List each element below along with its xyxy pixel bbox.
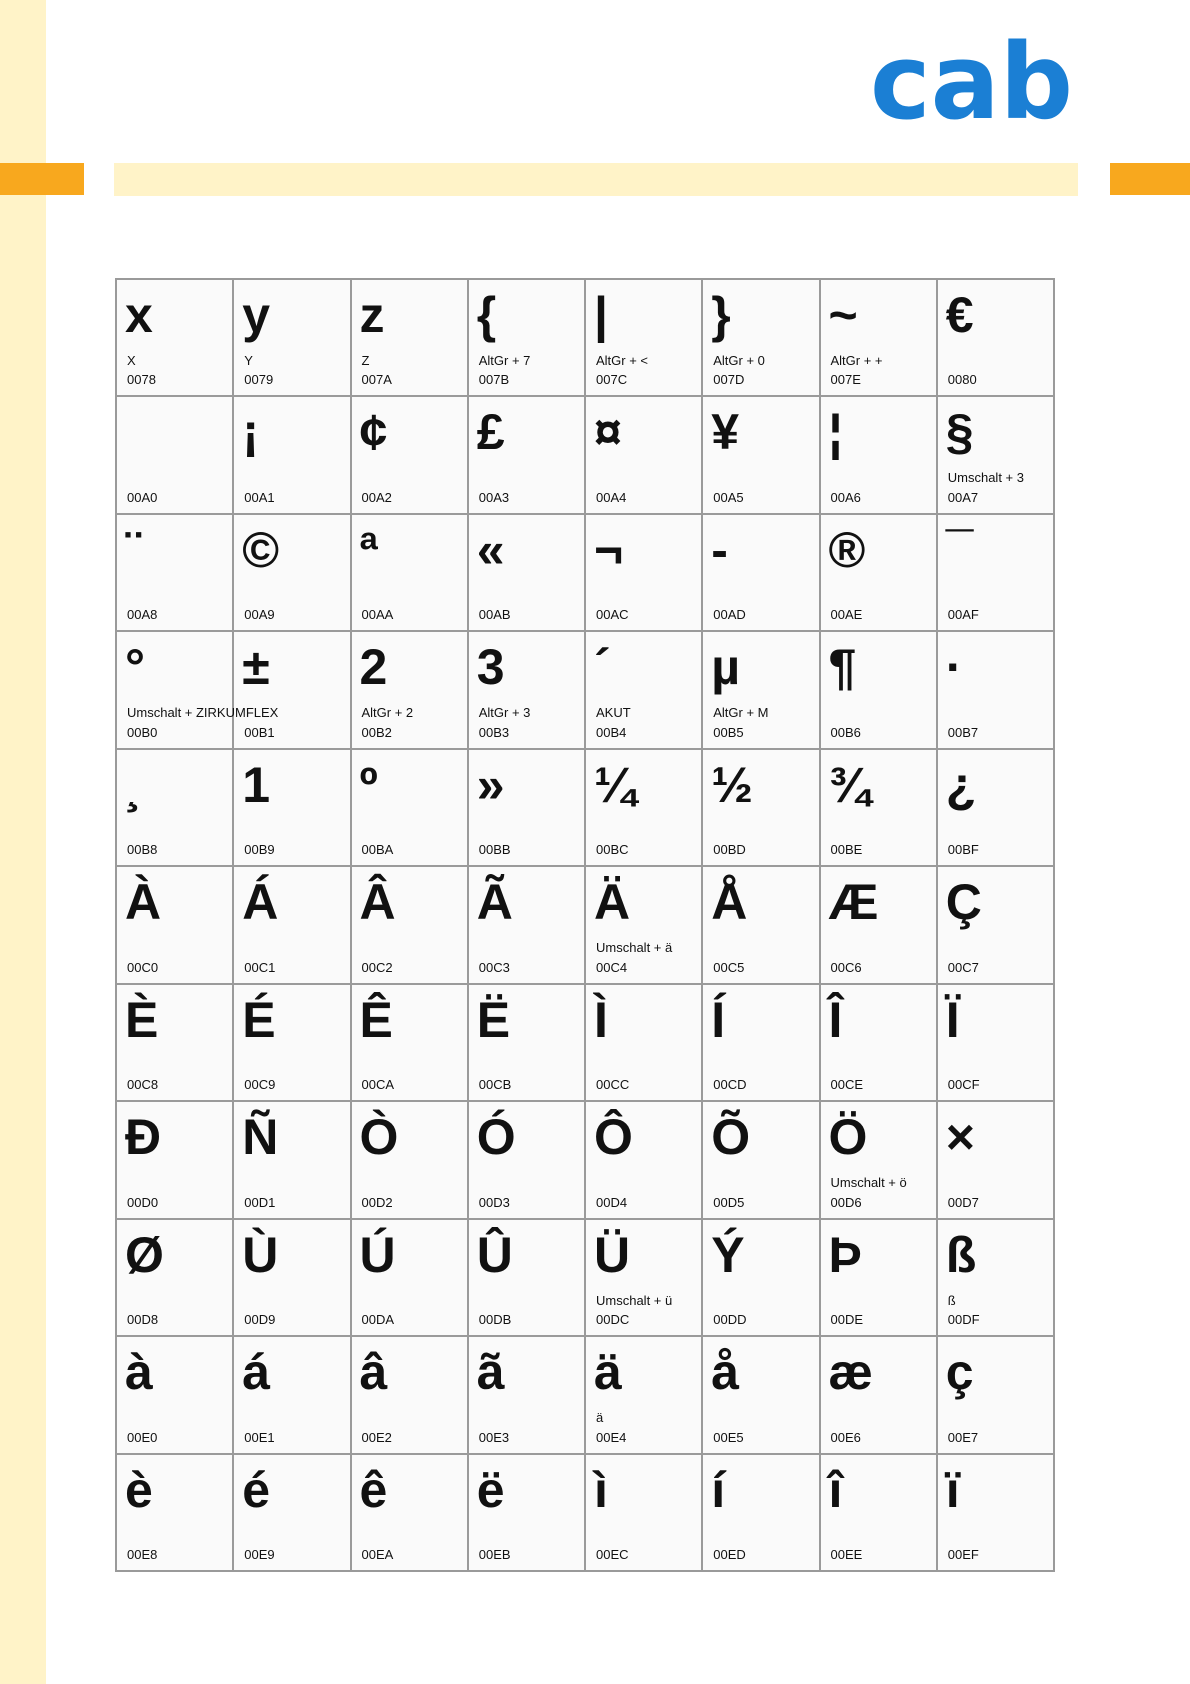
char-glyph: É: [242, 991, 276, 1048]
char-cell: [703, 1455, 820, 1572]
char-cell: [703, 750, 820, 867]
char-glyph: ï: [945, 1461, 960, 1518]
char-cell: [703, 1337, 820, 1454]
char-glyph: Þ: [828, 1226, 862, 1283]
char-cell: [703, 867, 820, 984]
char-cell: [586, 1455, 703, 1572]
char-cell: [352, 1220, 469, 1337]
left-decor-strip: [0, 0, 46, 1684]
header-bar: [114, 163, 1078, 196]
key-combination: AltGr + +: [830, 353, 883, 368]
char-glyph: ª: [359, 521, 379, 578]
unicode-code: 00E1: [244, 1429, 275, 1445]
char-cell: [352, 397, 469, 514]
unicode-code: 00EA: [361, 1546, 394, 1562]
char-glyph: ä: [594, 1344, 622, 1401]
char-cell: [821, 515, 938, 632]
key-combination: AltGr + M: [713, 705, 769, 721]
char-cell: [352, 1337, 469, 1454]
unicode-code: 00D9: [244, 1312, 276, 1328]
char-cell: [234, 632, 351, 749]
char-cell: [586, 750, 703, 867]
char-cell: [469, 1337, 586, 1454]
char-cell: [586, 280, 703, 397]
unicode-code: 00C7: [947, 959, 979, 975]
char-cell: [586, 1337, 703, 1454]
char-cell: [703, 1102, 820, 1219]
char-cell: [469, 750, 586, 867]
char-glyph: Ì: [594, 991, 608, 1048]
char-glyph: ~: [828, 287, 858, 343]
char-cell: [586, 515, 703, 632]
char-glyph: ¾: [828, 756, 871, 813]
unicode-code: 00DD: [713, 1312, 747, 1328]
char-cell: [469, 280, 586, 397]
unicode-code: 00AF: [947, 607, 979, 623]
unicode-code: 00B0: [127, 724, 158, 740]
char-glyph: Ø: [125, 1226, 164, 1283]
char-cell: [234, 280, 351, 397]
unicode-code: 00E0: [127, 1429, 158, 1445]
unicode-code: 00B5: [713, 724, 744, 740]
char-glyph: Ã: [476, 874, 513, 931]
unicode-code: 00DC: [596, 1312, 630, 1328]
char-glyph: Ú: [359, 1226, 396, 1283]
char-glyph: -: [711, 521, 728, 578]
char-glyph: º: [359, 756, 378, 813]
key-combination: ä: [596, 1410, 604, 1426]
unicode-code: 007C: [596, 372, 628, 388]
char-cell: [234, 750, 351, 867]
unicode-code: 00D7: [947, 1194, 979, 1210]
char-glyph: Æ: [828, 874, 879, 931]
char-glyph: ¡: [242, 404, 259, 461]
char-cell: [821, 750, 938, 867]
unicode-code: 00E4: [596, 1429, 627, 1445]
unicode-code: 00C5: [713, 959, 745, 975]
char-cell: [234, 1337, 351, 1454]
char-glyph: Ò: [359, 1109, 399, 1166]
unicode-code: 00A0: [127, 489, 158, 505]
char-cell: [821, 985, 938, 1102]
char-cell: [938, 1455, 1055, 1572]
unicode-code: 00E8: [127, 1546, 158, 1562]
unicode-code: 00B8: [127, 842, 158, 858]
char-cell: [352, 632, 469, 749]
char-glyph: Ü: [594, 1226, 631, 1283]
unicode-code: 00E3: [478, 1429, 510, 1445]
char-glyph: ¤: [594, 404, 622, 461]
unicode-code: 00DE: [830, 1312, 864, 1328]
unicode-code: 00D5: [713, 1194, 745, 1210]
unicode-code: 00D8: [127, 1312, 159, 1328]
char-glyph: ¨: [125, 521, 142, 578]
char-glyph: ¦: [828, 404, 843, 461]
char-cell: [938, 397, 1055, 514]
char-glyph: ½: [711, 756, 753, 813]
char-cell: [469, 397, 586, 514]
char-cell: [586, 1220, 703, 1337]
unicode-code: 00D3: [478, 1194, 510, 1210]
char-cell: [352, 515, 469, 632]
char-glyph: ¶: [828, 639, 857, 696]
char-glyph: °: [125, 639, 145, 696]
unicode-code: 00A9: [244, 607, 275, 623]
unicode-code: 00BB: [478, 842, 511, 858]
char-cell: [234, 1220, 351, 1337]
char-glyph: ¬: [594, 521, 624, 578]
unicode-code: 00C2: [361, 959, 393, 975]
char-glyph: Õ: [711, 1109, 751, 1166]
char-glyph: {: [476, 287, 497, 343]
unicode-code: 00D1: [244, 1194, 276, 1210]
key-combination: ß: [947, 1292, 956, 1308]
char-cell: [821, 1102, 938, 1219]
unicode-code: 00D6: [830, 1194, 862, 1210]
key-combination: Umschalt + ö: [830, 1175, 907, 1191]
unicode-code: 00EF: [947, 1546, 979, 1562]
unicode-code: 00A1: [244, 489, 275, 505]
char-cell: [821, 867, 938, 984]
key-combination: Umschalt + ä: [596, 940, 673, 956]
char-glyph: ã: [476, 1344, 505, 1401]
unicode-code: 00AC: [596, 607, 629, 623]
unicode-code: 00AA: [361, 607, 394, 623]
char-glyph: Ö: [828, 1109, 868, 1166]
unicode-code: 00C4: [596, 959, 628, 975]
char-cell: [469, 1102, 586, 1219]
unicode-code: 00CB: [478, 1077, 512, 1093]
unicode-code: 00B2: [361, 724, 392, 740]
key-combination: AltGr + <: [596, 353, 649, 368]
unicode-code: 00E5: [713, 1429, 744, 1445]
orange-accent-left: [0, 163, 84, 195]
unicode-code: 00A8: [127, 607, 158, 623]
unicode-code: 00AD: [713, 607, 746, 623]
unicode-code: 00C6: [830, 959, 862, 975]
char-glyph: z: [359, 287, 385, 343]
key-combination: AltGr + 7: [478, 353, 531, 368]
character-table: [115, 278, 1055, 1572]
char-glyph: ·: [945, 639, 963, 696]
char-cell: [703, 515, 820, 632]
unicode-code: 00BD: [713, 842, 746, 858]
char-cell: [821, 632, 938, 749]
unicode-code: 00DA: [361, 1312, 395, 1328]
unicode-code: 00CA: [361, 1077, 395, 1093]
char-cell: [117, 985, 234, 1102]
char-glyph: µ: [711, 639, 741, 696]
char-cell: [469, 867, 586, 984]
char-glyph: À: [125, 874, 162, 931]
unicode-code: 00E2: [361, 1429, 392, 1445]
unicode-code: 00AB: [478, 607, 511, 623]
char-glyph: ê: [359, 1461, 388, 1518]
char-cell: [703, 280, 820, 397]
unicode-code: 00BC: [596, 842, 629, 858]
char-cell: [117, 397, 234, 514]
char-glyph: ´: [594, 639, 611, 696]
char-glyph: »: [476, 756, 505, 813]
char-glyph: â: [359, 1344, 388, 1401]
key-combination: AKUT: [596, 705, 631, 721]
char-glyph: 1: [242, 756, 271, 813]
char-cell: [352, 985, 469, 1102]
unicode-code: 00C8: [127, 1077, 159, 1093]
char-glyph: £: [476, 404, 505, 461]
unicode-code: 00BF: [947, 842, 979, 858]
unicode-code: 00EB: [478, 1546, 511, 1562]
unicode-code: 00C9: [244, 1077, 276, 1093]
char-glyph: }: [711, 287, 731, 343]
char-glyph: í: [711, 1461, 726, 1518]
unicode-code: 0079: [244, 372, 274, 388]
unicode-code: 00BE: [830, 842, 863, 858]
char-glyph: Ô: [594, 1109, 633, 1166]
char-glyph: 3: [476, 639, 505, 696]
char-glyph: ±: [242, 639, 270, 696]
char-cell: [234, 397, 351, 514]
char-cell: [117, 867, 234, 984]
key-combination: Umschalt + 3: [947, 470, 1024, 486]
unicode-code: 00A3: [478, 489, 510, 505]
unicode-code: 00A7: [947, 489, 979, 505]
unicode-code: 00CF: [947, 1077, 980, 1093]
unicode-code: 00B3: [478, 724, 510, 740]
char-glyph: |: [594, 287, 608, 343]
char-glyph: à: [125, 1344, 153, 1401]
char-glyph: Ó: [476, 1109, 516, 1166]
char-glyph: ¸: [125, 756, 142, 813]
unicode-code: 00D2: [361, 1194, 393, 1210]
char-cell: [117, 1102, 234, 1219]
char-cell: [234, 985, 351, 1102]
cab-logo: [870, 38, 1075, 128]
unicode-code: 00C1: [244, 959, 276, 975]
char-cell: [352, 750, 469, 867]
unicode-code: 00C3: [478, 959, 510, 975]
unicode-code: 00A5: [713, 489, 744, 505]
char-glyph: 2: [359, 639, 388, 696]
char-cell: [117, 1337, 234, 1454]
char-glyph: Ý: [711, 1226, 745, 1283]
key-combination: Z: [361, 353, 370, 368]
char-glyph: ß: [945, 1226, 977, 1283]
char-cell: [586, 397, 703, 514]
char-cell: [469, 1220, 586, 1337]
char-cell: [117, 1455, 234, 1572]
char-cell: [703, 632, 820, 749]
char-cell: [469, 632, 586, 749]
char-glyph: §: [945, 404, 974, 461]
unicode-code: 00ED: [713, 1546, 746, 1562]
char-glyph: Ç: [945, 874, 982, 931]
unicode-code: 00CD: [713, 1077, 747, 1093]
char-glyph: Ë: [476, 991, 511, 1048]
unicode-code: 007A: [361, 372, 392, 388]
unicode-code: 00EE: [830, 1546, 863, 1562]
unicode-code: 00B9: [244, 842, 275, 858]
char-glyph: Â: [359, 874, 396, 931]
unicode-code: 00B4: [596, 724, 627, 740]
char-cell: [117, 1220, 234, 1337]
char-cell: [703, 985, 820, 1102]
unicode-code: 00B7: [947, 724, 979, 740]
unicode-code: 00B6: [830, 724, 861, 740]
char-glyph: È: [125, 991, 159, 1048]
char-cell: [586, 867, 703, 984]
unicode-code: 0080: [947, 372, 977, 388]
char-glyph: ¿: [945, 756, 977, 813]
unicode-code: 007E: [830, 372, 861, 388]
char-glyph: ì: [594, 1461, 608, 1518]
char-glyph: ¯: [945, 521, 974, 578]
char-cell: [234, 1102, 351, 1219]
char-glyph: Î: [828, 991, 843, 1048]
unicode-code: 00D4: [596, 1194, 628, 1210]
char-cell: [821, 1337, 938, 1454]
orange-accent-right: [1110, 163, 1190, 195]
unicode-code: 007D: [713, 372, 745, 388]
char-glyph: è: [125, 1461, 153, 1518]
char-cell: [938, 632, 1055, 749]
key-combination: AltGr + 0: [713, 353, 765, 368]
char-glyph: å: [711, 1344, 740, 1401]
char-glyph: «: [476, 521, 505, 578]
char-cell: [469, 1455, 586, 1572]
char-cell: [821, 280, 938, 397]
unicode-code: 00A2: [361, 489, 392, 505]
key-combination: Y: [244, 353, 253, 368]
char-cell: [821, 1220, 938, 1337]
unicode-code: 00AE: [830, 607, 863, 623]
char-cell: [938, 1102, 1055, 1219]
key-combination: AltGr + 3: [478, 705, 531, 721]
char-cell: [586, 1102, 703, 1219]
char-cell: [469, 985, 586, 1102]
unicode-code: 00DF: [947, 1312, 980, 1328]
char-glyph: î: [828, 1461, 843, 1518]
unicode-code: 00C0: [127, 959, 159, 975]
char-glyph: ©: [242, 521, 280, 578]
unicode-code: 00B1: [244, 724, 275, 740]
char-glyph: Đ: [125, 1109, 162, 1166]
unicode-code: 00EC: [596, 1546, 629, 1562]
char-cell: [352, 1102, 469, 1219]
char-cell: [117, 280, 234, 397]
char-cell: [703, 1220, 820, 1337]
char-cell: [352, 867, 469, 984]
char-cell: [703, 397, 820, 514]
char-cell: [352, 1455, 469, 1572]
char-cell: [352, 280, 469, 397]
unicode-code: 00CE: [830, 1077, 864, 1093]
key-combination: Umschalt + ZIRKUMFLEX: [127, 705, 279, 721]
char-cell: [938, 1337, 1055, 1454]
char-glyph: Ù: [242, 1226, 279, 1283]
char-glyph: x: [125, 287, 153, 343]
char-glyph: æ: [828, 1344, 873, 1401]
char-cell: [938, 1220, 1055, 1337]
unicode-code: 00E7: [947, 1429, 979, 1445]
char-cell: [469, 515, 586, 632]
char-glyph: Û: [476, 1226, 513, 1283]
char-glyph: Ä: [594, 874, 631, 931]
char-glyph: y: [242, 287, 271, 343]
unicode-code: 00E9: [244, 1546, 275, 1562]
char-cell: [234, 867, 351, 984]
char-glyph: ç: [945, 1344, 974, 1401]
char-cell: [117, 515, 234, 632]
unicode-code: 00DB: [478, 1312, 512, 1328]
unicode-code: 00E6: [830, 1429, 861, 1445]
char-cell: [234, 515, 351, 632]
key-combination: AltGr + 2: [361, 705, 414, 721]
char-glyph: ¥: [711, 404, 740, 461]
char-cell: [117, 750, 234, 867]
char-cell: [938, 280, 1055, 397]
char-glyph: á: [242, 1344, 271, 1401]
unicode-code: 00BA: [361, 842, 394, 858]
char-cell: [586, 985, 703, 1102]
char-cell: [586, 632, 703, 749]
char-glyph: ¼: [594, 756, 636, 813]
char-cell: [821, 1455, 938, 1572]
char-glyph: Í: [711, 991, 726, 1048]
char-glyph: Á: [242, 874, 279, 931]
char-cell: [938, 985, 1055, 1102]
char-glyph: Ñ: [242, 1109, 279, 1166]
char-glyph: €: [945, 287, 974, 343]
char-cell: [938, 867, 1055, 984]
char-glyph: ë: [476, 1461, 505, 1518]
unicode-code: 00A6: [830, 489, 861, 505]
char-glyph: ®: [828, 521, 866, 578]
cab-logo-text: cab: [870, 38, 1073, 128]
key-combination: X: [127, 353, 136, 368]
char-cell: [938, 515, 1055, 632]
char-glyph: ×: [945, 1109, 975, 1166]
unicode-code: 00CC: [596, 1077, 630, 1093]
char-cell: [938, 750, 1055, 867]
char-cell: [821, 397, 938, 514]
unicode-code: 00A4: [596, 489, 627, 505]
char-glyph: ¢: [359, 404, 388, 461]
char-cell: [234, 1455, 351, 1572]
unicode-code: 007B: [478, 372, 510, 388]
char-glyph: Ê: [359, 991, 393, 1048]
unicode-code: 0078: [127, 372, 156, 388]
unicode-code: 00D0: [127, 1194, 159, 1210]
key-combination: Umschalt + ü: [596, 1292, 673, 1308]
char-glyph: Ï: [945, 991, 960, 1048]
char-glyph: é: [242, 1461, 271, 1518]
char-glyph: Å: [711, 874, 748, 931]
